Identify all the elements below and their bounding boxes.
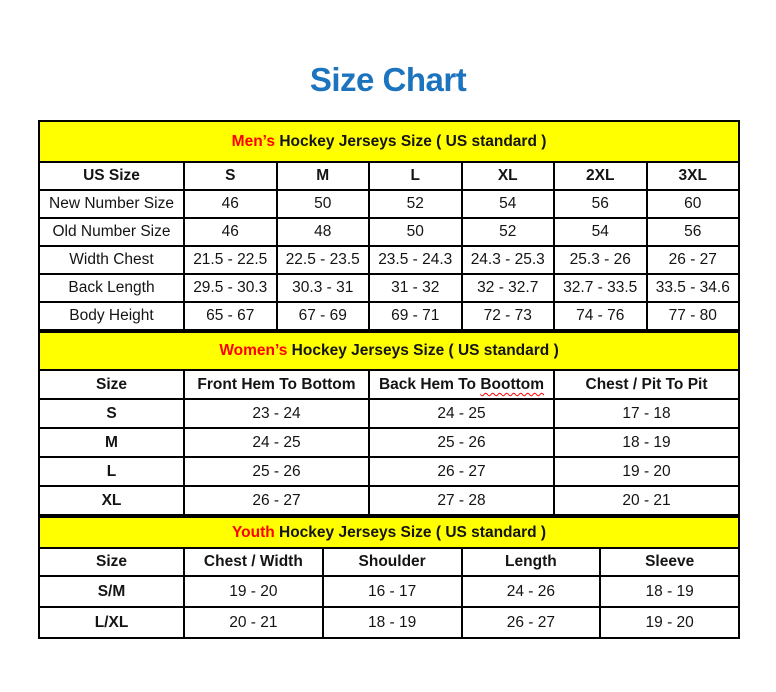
mens-value-cell: 32 - 32.7 bbox=[462, 274, 555, 302]
mens-value-cell: 56 bbox=[554, 190, 647, 218]
womens-band-title bbox=[39, 332, 739, 370]
mens-value-cell: 65 - 67 bbox=[184, 302, 277, 330]
youth-header-row bbox=[39, 548, 739, 576]
mens-row-label: New Number Size bbox=[39, 190, 184, 218]
youth-value-cell: 18 - 19 bbox=[323, 607, 462, 638]
youth-col-header-chest-width: Chest / Width bbox=[184, 548, 323, 576]
mens-value-cell: 33.5 - 34.6 bbox=[647, 274, 740, 302]
youth-row-label: S/M bbox=[39, 576, 184, 607]
womens-value-cell: 25 - 26 bbox=[369, 428, 554, 457]
youth-col-header-size: Size bbox=[39, 548, 184, 576]
womens-band-rest: Hockey Jerseys Size ( US standard ) bbox=[287, 342, 559, 360]
womens-row-s bbox=[39, 399, 739, 428]
mens-col-header-3xl: 3XL bbox=[647, 162, 740, 190]
womens-band-row bbox=[39, 332, 739, 370]
mens-size-table bbox=[38, 120, 740, 331]
mens-value-cell: 54 bbox=[462, 190, 555, 218]
youth-row-label: L/XL bbox=[39, 607, 184, 638]
youth-value-cell: 19 - 20 bbox=[600, 607, 739, 638]
mens-row-label: Old Number Size bbox=[39, 218, 184, 246]
womens-row-l bbox=[39, 457, 739, 486]
womens-value-cell: 24 - 25 bbox=[369, 399, 554, 428]
mens-band-title bbox=[39, 121, 739, 162]
youth-col-header-shoulder: Shoulder bbox=[323, 548, 462, 576]
womens-value-cell: 18 - 19 bbox=[554, 428, 739, 457]
youth-band-keyword: Youth bbox=[231, 523, 275, 541]
mens-value-cell: 22.5 - 23.5 bbox=[277, 246, 370, 274]
mens-value-cell: 25.3 - 26 bbox=[554, 246, 647, 274]
womens-col-header-size: Size bbox=[39, 370, 184, 399]
mens-value-cell: 46 bbox=[184, 190, 277, 218]
mens-value-cell: 21.5 - 22.5 bbox=[184, 246, 277, 274]
mens-band-keyword: Men’s bbox=[231, 132, 276, 150]
mens-value-cell: 31 - 32 bbox=[369, 274, 462, 302]
womens-row-m bbox=[39, 428, 739, 457]
mens-value-cell: 23.5 - 24.3 bbox=[369, 246, 462, 274]
size-tables bbox=[38, 120, 738, 639]
womens-band-keyword: Women’s bbox=[219, 342, 288, 360]
womens-value-cell: 19 - 20 bbox=[554, 457, 739, 486]
youth-value-cell: 26 - 27 bbox=[462, 607, 601, 638]
mens-row-back-length bbox=[39, 274, 739, 302]
womens-value-cell: 26 - 27 bbox=[184, 486, 369, 515]
womens-value-cell: 24 - 25 bbox=[184, 428, 369, 457]
youth-band-row bbox=[39, 517, 739, 548]
womens-row-label: XL bbox=[39, 486, 184, 515]
page-title: Size Chart bbox=[309, 61, 467, 98]
mens-row-body-height bbox=[39, 302, 739, 330]
mens-col-header-s: S bbox=[184, 162, 277, 190]
youth-band-title bbox=[39, 517, 739, 548]
womens-row-label: M bbox=[39, 428, 184, 457]
womens-value-cell: 23 - 24 bbox=[184, 399, 369, 428]
mens-band-rest: Hockey Jerseys Size ( US standard ) bbox=[275, 132, 547, 150]
mens-value-cell: 54 bbox=[554, 218, 647, 246]
womens-header-row bbox=[39, 370, 739, 399]
mens-band-row bbox=[39, 121, 739, 162]
col-header-text: Back Hem To bbox=[378, 375, 481, 393]
mens-value-cell: 26 - 27 bbox=[647, 246, 740, 274]
mens-value-cell: 60 bbox=[647, 190, 740, 218]
mens-col-header-xl: XL bbox=[462, 162, 555, 190]
mens-value-cell: 52 bbox=[462, 218, 555, 246]
womens-value-cell: 25 - 26 bbox=[184, 457, 369, 486]
mens-row-width-chest bbox=[39, 246, 739, 274]
womens-col-header-chest-pit-to-pit: Chest / Pit To Pit bbox=[554, 370, 739, 399]
mens-row-label: Back Length bbox=[39, 274, 184, 302]
youth-value-cell: 19 - 20 bbox=[184, 576, 323, 607]
mens-value-cell: 32.7 - 33.5 bbox=[554, 274, 647, 302]
youth-value-cell: 24 - 26 bbox=[462, 576, 601, 607]
mens-col-header-us-size: US Size bbox=[39, 162, 184, 190]
mens-value-cell: 48 bbox=[277, 218, 370, 246]
mens-row-old-number-size bbox=[39, 218, 739, 246]
womens-row-xl bbox=[39, 486, 739, 515]
womens-col-header-front-hem-to-bottom: Front Hem To Bottom bbox=[184, 370, 369, 399]
womens-value-cell: 17 - 18 bbox=[554, 399, 739, 428]
womens-row-label: L bbox=[39, 457, 184, 486]
mens-value-cell: 52 bbox=[369, 190, 462, 218]
mens-value-cell: 29.5 - 30.3 bbox=[184, 274, 277, 302]
youth-row-s-m bbox=[39, 576, 739, 607]
youth-size-table bbox=[38, 516, 740, 639]
mens-col-header-m: M bbox=[277, 162, 370, 190]
womens-size-table bbox=[38, 331, 740, 516]
youth-col-header-sleeve: Sleeve bbox=[600, 548, 739, 576]
mens-value-cell: 72 - 73 bbox=[462, 302, 555, 330]
mens-value-cell: 30.3 - 31 bbox=[277, 274, 370, 302]
mens-value-cell: 74 - 76 bbox=[554, 302, 647, 330]
mens-row-label: Width Chest bbox=[39, 246, 184, 274]
mens-value-cell: 50 bbox=[277, 190, 370, 218]
womens-value-cell: 20 - 21 bbox=[554, 486, 739, 515]
youth-value-cell: 16 - 17 bbox=[323, 576, 462, 607]
mens-row-label: Body Height bbox=[39, 302, 184, 330]
youth-col-header-length: Length bbox=[462, 548, 601, 576]
mens-value-cell: 46 bbox=[184, 218, 277, 246]
mens-value-cell: 67 - 69 bbox=[277, 302, 370, 330]
mens-col-header-2xl: 2XL bbox=[554, 162, 647, 190]
youth-row-l-xl bbox=[39, 607, 739, 638]
mens-value-cell: 69 - 71 bbox=[369, 302, 462, 330]
youth-value-cell: 18 - 19 bbox=[600, 576, 739, 607]
mens-row-new-number-size bbox=[39, 190, 739, 218]
womens-value-cell: 26 - 27 bbox=[369, 457, 554, 486]
misspelled-word: Boottom bbox=[480, 375, 545, 393]
youth-band-rest: Hockey Jerseys Size ( US standard ) bbox=[274, 523, 547, 541]
mens-header-row bbox=[39, 162, 739, 190]
mens-value-cell: 56 bbox=[647, 218, 740, 246]
youth-value-cell: 20 - 21 bbox=[184, 607, 323, 638]
womens-col-header-back-hem-to-boottom bbox=[369, 370, 554, 399]
mens-col-header-l: L bbox=[369, 162, 462, 190]
mens-value-cell: 24.3 - 25.3 bbox=[462, 246, 555, 274]
mens-value-cell: 50 bbox=[369, 218, 462, 246]
womens-value-cell: 27 - 28 bbox=[369, 486, 554, 515]
womens-row-label: S bbox=[39, 399, 184, 428]
mens-value-cell: 77 - 80 bbox=[647, 302, 740, 330]
